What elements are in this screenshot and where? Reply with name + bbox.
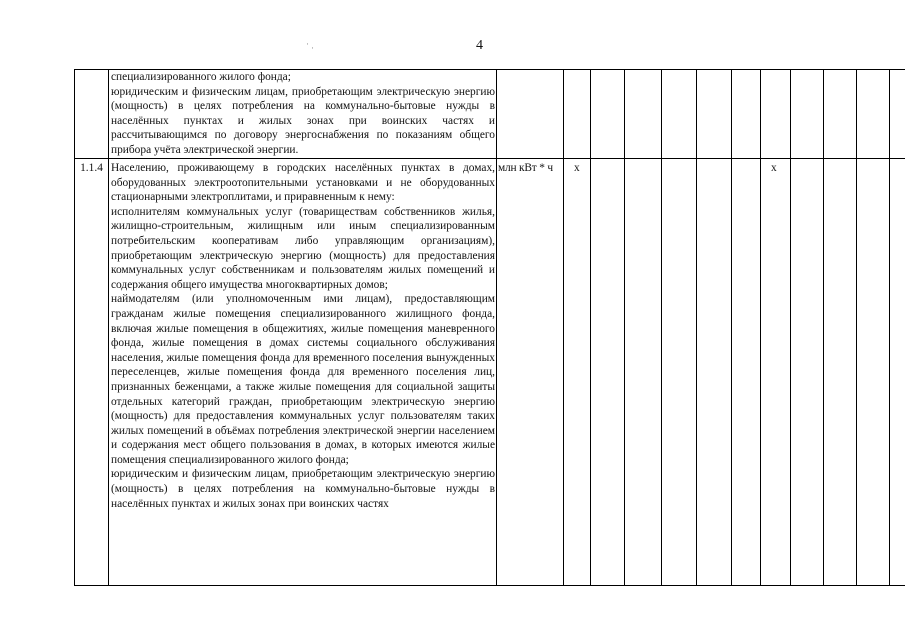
tariff-table	[74, 69, 905, 586]
description-paragraph: Населению, проживающему в городских населённых пунктах в домах, оборудованных электроотопительными установками и не оборудованных стационарными электроплитами, и приравненным к нему:	[111, 162, 495, 204]
unit-cell: млн кВт * ч	[497, 159, 564, 586]
page-number: 4	[476, 38, 483, 53]
value-cell: х	[761, 159, 791, 586]
row-description	[109, 159, 497, 586]
value-cell	[564, 70, 591, 159]
value-cell	[591, 159, 625, 586]
value-cell	[890, 70, 905, 159]
value-cell	[791, 159, 824, 586]
value-cell	[732, 159, 761, 586]
value-cell	[761, 70, 791, 159]
row-description	[109, 70, 497, 159]
value-cell	[697, 159, 732, 586]
description-paragraph: наймодателям (или уполномоченным ими лицам), предоставляющим гражданам жилые помещения специализированного жилищного фонда, включая жилые помещения в общежитиях, жилые помещения маневренного фонда, жилые помещения в домах системы социального обслуживания населения, жилые помещения фонда для временного поселения вынужденных переселенцев, жилые помещения фонда для временного поселения лиц, признанных беженцами, а также жилые помещения для социальной защиты отдельных категорий граждан, приобретающим электрическую энергию (мощность) для предоставления коммунальных услуг пользователям таких жилых помещений в объёмах потребления электрической энергии населением и содержания мест общего пользования в домах, в которых имеются жилые помещения специализированного жилого фонда;	[111, 293, 495, 466]
value-cell	[662, 70, 697, 159]
description-paragraph: исполнителям коммунальных услуг (товариществам собственников жилья, жилищно-строительным, жилищным или иным специализированным потребительским кооперативам либо управляющим организациям), приобретающим электрическую энергию (мощность) для предоставления коммунальных услуг собственникам и пользователям жилых помещений и содержания общего имущества многоквартирных домов;	[111, 205, 495, 291]
value-cell	[732, 70, 761, 159]
value-cell	[890, 159, 905, 586]
row-number: 1.1.4	[75, 159, 109, 586]
value-cell	[697, 70, 732, 159]
table-row	[75, 70, 905, 159]
table-row	[75, 159, 905, 586]
value-cell	[625, 159, 662, 586]
value-cell	[824, 159, 857, 586]
row-number	[75, 70, 109, 159]
value-cell	[824, 70, 857, 159]
description-paragraph: специализированного жилого фонда;	[111, 71, 291, 83]
scan-speck: ·	[306, 39, 309, 49]
value-cell	[857, 159, 890, 586]
value-cell	[591, 70, 625, 159]
value-cell: х	[564, 159, 591, 586]
value-cell	[857, 70, 890, 159]
unit-cell	[497, 70, 564, 159]
scan-speck: ·	[311, 43, 314, 53]
description-paragraph: юридическим и физическим лицам, приобретающим электрическую энергию (мощность) в целях потребления на коммунально-бытовые нужды в населённых пунктах и жилых зонах при воинских частях и рассчитывающимся по договору энергоснабжения по показаниям общего прибора учёта электрической энергии.	[111, 85, 495, 156]
value-cell	[625, 70, 662, 159]
value-cell	[662, 159, 697, 586]
description-paragraph: юридическим и физическим лицам, приобретающим электрическую энергию (мощность) в целях потребления на коммунально-бытовые нужды в населённых пунктах и жилых зонах при воинских частях	[111, 468, 495, 510]
value-cell	[791, 70, 824, 159]
